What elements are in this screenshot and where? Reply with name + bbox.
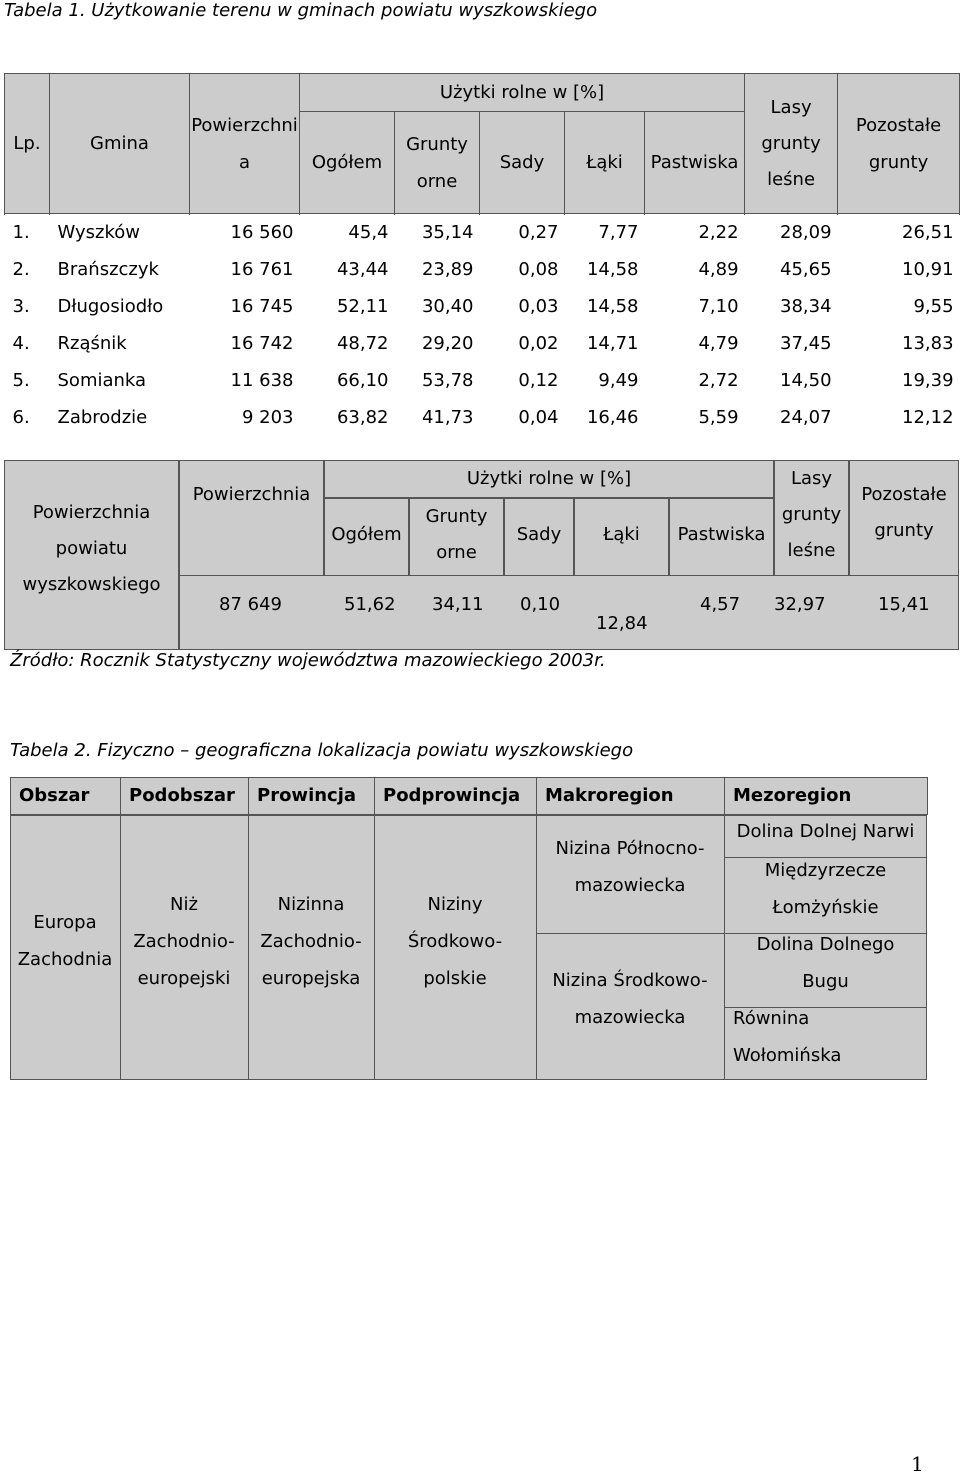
table-cell: 41,73: [395, 399, 480, 436]
table-cell: 4,89: [645, 251, 745, 288]
table-cell: 0,02: [480, 325, 565, 362]
geo-location-table-header: [10, 777, 928, 815]
podprowincja-cell: Niziny Środkowo- polskie: [407, 894, 503, 989]
table-cell: 16,46: [565, 399, 645, 436]
summary-value-grunty: 34,11: [432, 594, 484, 615]
table-cell: 0,04: [480, 399, 565, 436]
table-cell: Długosiodło: [50, 288, 190, 325]
county-summary: [4, 460, 959, 650]
table-cell: 9 203: [190, 399, 300, 436]
col-header-grunty-orne: Grunty orne: [395, 112, 480, 214]
col-header-pastwiska: Pastwiska: [645, 112, 745, 214]
table-cell: 2.: [5, 251, 50, 288]
summary-header-group: Użytki rolne w [%]: [324, 460, 774, 498]
table-cell: Rząśnik: [50, 325, 190, 362]
summary-header-laki: Łąki: [574, 498, 669, 576]
summary-value-powierzchnia: 87 649: [219, 594, 282, 615]
page-number: 1: [911, 1452, 924, 1476]
col-header-makroregion: Makroregion: [537, 778, 725, 815]
col-header-podprowincja: Podprowincja: [375, 778, 537, 815]
table-cell: Brańszczyk: [50, 251, 190, 288]
table-cell: 35,14: [395, 214, 480, 252]
table-cell: 14,58: [565, 288, 645, 325]
table-cell: 0,08: [480, 251, 565, 288]
summary-label: Powierzchnia powiatu wyszkowskiego: [4, 460, 179, 650]
table-cell: 7,10: [645, 288, 745, 325]
table-cell: 3.: [5, 288, 50, 325]
table-cell: 38,34: [745, 288, 838, 325]
table-cell: Zabrodzie: [50, 399, 190, 436]
makroregion-cell-1: Nizina Północno- mazowiecka: [555, 838, 705, 896]
summary-header-powierzchnia: Powierzchnia: [179, 460, 324, 576]
col-header-gmina: Gmina: [50, 74, 190, 214]
table-cell: Somianka: [50, 362, 190, 399]
summary-value-laki: 12,84: [596, 613, 648, 634]
summary-value-pastwiska: 4,57: [700, 594, 741, 615]
summary-value-lasy: 32,97: [774, 594, 826, 615]
table-cell: 23,89: [395, 251, 480, 288]
prowincja-cell: Nizinna Zachodnio- europejska: [260, 894, 362, 989]
table-cell: 28,09: [745, 214, 838, 252]
table-cell: 19,39: [838, 362, 960, 399]
col-header-ogolem: Ogółem: [300, 112, 395, 214]
table-cell: 2,22: [645, 214, 745, 252]
table-cell: 9,55: [838, 288, 960, 325]
mezoregion-cell-1: Dolina Dolnej Narwi: [736, 821, 915, 842]
summary-header-pastwiska: Pastwiska: [669, 498, 774, 576]
mezoregion-cell-4: Równina Wołomińska: [733, 1008, 842, 1066]
summary-header-sady: Sady: [504, 498, 574, 576]
table-row: [5, 362, 960, 399]
table-row: [5, 288, 960, 325]
table-cell: 37,45: [745, 325, 838, 362]
summary-value-pozostale: 15,41: [878, 594, 930, 615]
table-cell: 4.: [5, 325, 50, 362]
table-cell: 5.: [5, 362, 50, 399]
table-row: [5, 325, 960, 362]
table-cell: 26,51: [838, 214, 960, 252]
table-cell: 1.: [5, 214, 50, 252]
table1-caption: Tabela 1. Użytkowanie terenu w gminach powiatu wyszkowskiego: [4, 0, 598, 21]
table-cell: 16 745: [190, 288, 300, 325]
podobszar-cell: Niż Zachodnio- europejski: [133, 894, 235, 989]
col-header-mezoregion: Mezoregion: [725, 778, 928, 815]
table-cell: 16 761: [190, 251, 300, 288]
table-cell: 48,72: [300, 325, 395, 362]
col-header-group: Użytki rolne w [%]: [300, 74, 745, 112]
table-cell: 16 560: [190, 214, 300, 252]
table-cell: 29,20: [395, 325, 480, 362]
col-header-powierzchnia: Powierzchni a: [190, 74, 300, 214]
land-use-table: [4, 73, 960, 436]
makroregion-cell-2: Nizina Środkowo- mazowiecka: [552, 970, 708, 1028]
table-cell: 30,40: [395, 288, 480, 325]
table-cell: 52,11: [300, 288, 395, 325]
summary-value-ogolem: 51,62: [344, 594, 396, 615]
table-cell: 24,07: [745, 399, 838, 436]
table-cell: 4,79: [645, 325, 745, 362]
col-header-sady: Sady: [480, 112, 565, 214]
table2-caption: Tabela 2. Fizyczno – geograficzna lokalizacja powiatu wyszkowskiego: [10, 740, 634, 761]
table-cell: 0,03: [480, 288, 565, 325]
summary-header-lasy: Lasy grunty leśne: [774, 460, 849, 576]
table-cell: 0,12: [480, 362, 565, 399]
mezoregion-cell-2: Międzyrzecze Łomżyńskie: [764, 860, 887, 918]
summary-values-row: [179, 576, 959, 650]
summary-value-sady: 0,10: [520, 594, 561, 615]
table-cell: 14,50: [745, 362, 838, 399]
col-header-lasy: Lasy grunty leśne: [745, 74, 838, 214]
col-header-podobszar: Podobszar: [121, 778, 249, 815]
obszar-cell: Europa Zachodnia: [17, 912, 113, 970]
table-cell: 11 638: [190, 362, 300, 399]
table-cell: 12,12: [838, 399, 960, 436]
col-header-pozostale: Pozostałe grunty: [838, 74, 960, 214]
table-cell: 13,83: [838, 325, 960, 362]
col-header-obszar: Obszar: [11, 778, 121, 815]
table-cell: 6.: [5, 399, 50, 436]
summary-header-ogolem: Ogółem: [324, 498, 409, 576]
table-cell: 5,59: [645, 399, 745, 436]
table-row: [5, 214, 960, 252]
table-cell: 45,65: [745, 251, 838, 288]
table-cell: 45,4: [300, 214, 395, 252]
col-header-laki: Łąki: [565, 112, 645, 214]
col-header-prowincja: Prowincja: [249, 778, 375, 815]
table-cell: 10,91: [838, 251, 960, 288]
table-cell: 7,77: [565, 214, 645, 252]
table-row: [5, 251, 960, 288]
mezoregion-cell-3: Dolina Dolnego Bugu: [756, 934, 895, 992]
table-cell: 0,27: [480, 214, 565, 252]
table-cell: 16 742: [190, 325, 300, 362]
col-header-lp: Lp.: [5, 74, 50, 214]
summary-header-pozostale: Pozostałe grunty: [849, 460, 959, 576]
table-row: [5, 399, 960, 436]
source-note: Źródło: Rocznik Statystyczny województwa mazowieckiego 2003r.: [10, 650, 606, 671]
table-cell: 66,10: [300, 362, 395, 399]
table-cell: 53,78: [395, 362, 480, 399]
table-cell: 9,49: [565, 362, 645, 399]
table-cell: 14,71: [565, 325, 645, 362]
summary-header-grunty: Grunty orne: [409, 498, 504, 576]
table-cell: Wyszków: [50, 214, 190, 252]
table-cell: 14,58: [565, 251, 645, 288]
table-cell: 2,72: [645, 362, 745, 399]
table-cell: 43,44: [300, 251, 395, 288]
table-cell: 63,82: [300, 399, 395, 436]
